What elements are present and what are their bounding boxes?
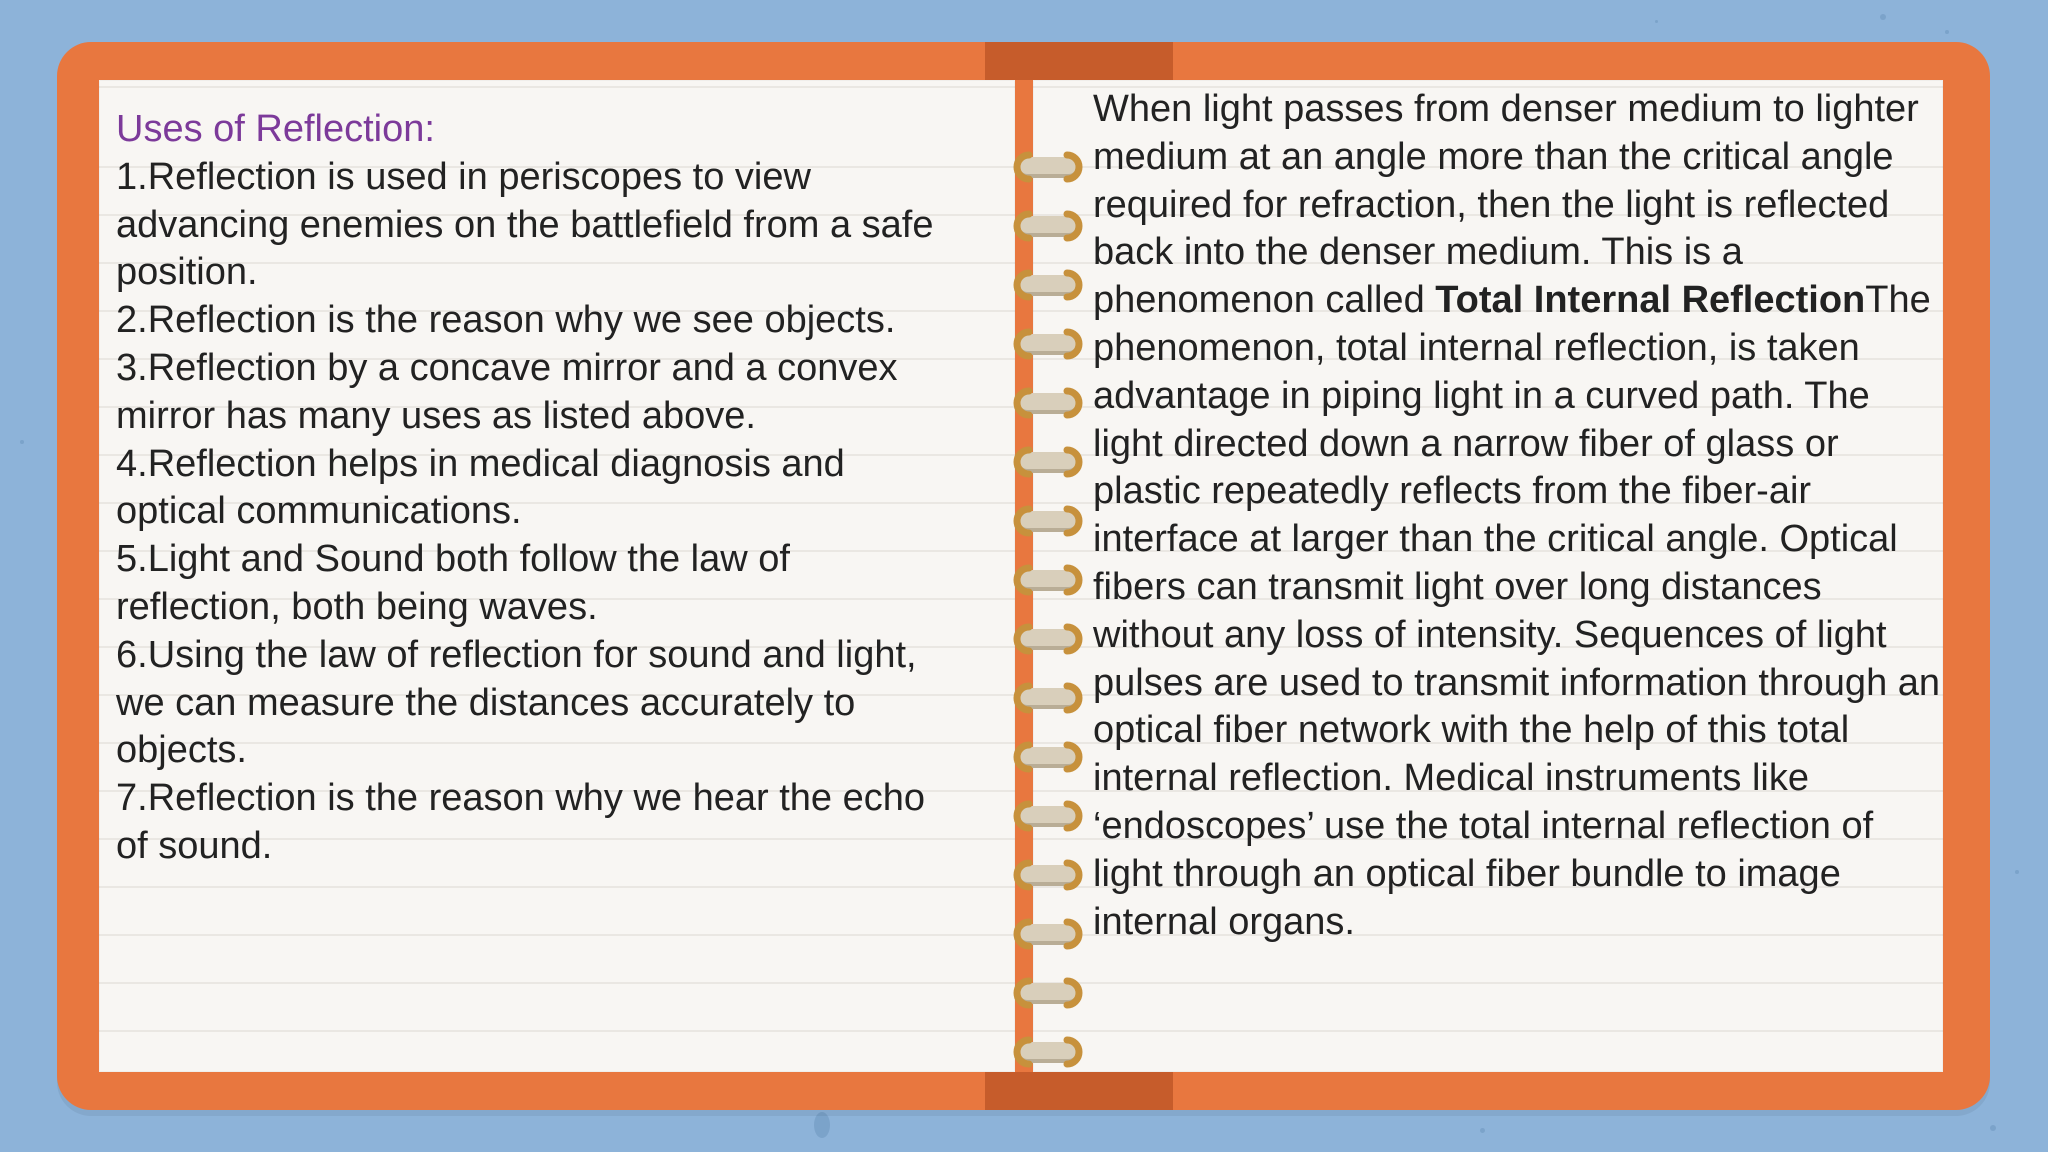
tir-bold-term: Total Internal Reflection <box>1435 279 1866 322</box>
background-speckle <box>814 1112 830 1138</box>
spiral-ring <box>1017 686 1079 710</box>
spiral-ring <box>1017 863 1079 887</box>
spiral-ring <box>1017 155 1079 179</box>
spiral-ring <box>1017 981 1079 1005</box>
spiral-ring <box>1017 745 1079 769</box>
spiral-ring <box>1017 391 1079 415</box>
list-item: 6.Using the law of reflection for sound and light, we can measure the distances accurately to objects. <box>116 633 917 772</box>
tir-body-text: The phenomenon, total internal reflection, is taken advantage in piping light in a curved path. The light directed down a narrow fiber of glass or plastic repeatedly reflects from the fiber-air interface at larger than the critical angle. Optical fibers can transmit light over long distances without any loss of intensity. Sequences of light pulses are used to transmit information through an optical fiber network with the help of this total internal reflection. Medical instruments like ‘endoscopes’ use the total internal reflection of light through an optical fiber bundle to image internal organs. <box>1093 279 1941 943</box>
right-page-text <box>1093 86 1945 946</box>
spiral-ring <box>1017 332 1079 356</box>
tir-intro-text: When light passes from denser medium to lighter medium at an angle more than the critical angle required for refraction, then the light is reflected back into the denser medium. This is a phenomenon called <box>1093 88 1919 322</box>
background-speckle <box>1880 14 1886 20</box>
spiral-binding <box>957 72 1107 1072</box>
left-page-text <box>116 106 946 871</box>
spiral-ring <box>1017 804 1079 828</box>
background-speckle <box>1655 20 1658 23</box>
list-item: 5.Light and Sound both follow the law of reflection, both being waves. <box>116 538 790 628</box>
spiral-ring <box>1017 273 1079 297</box>
background-speckle <box>1990 1125 1996 1131</box>
background-speckle <box>1945 30 1949 34</box>
spiral-ring <box>1017 922 1079 946</box>
spiral-ring <box>1017 1040 1079 1064</box>
notebook-spine-bottom <box>985 1072 1173 1110</box>
spiral-ring <box>1017 568 1079 592</box>
uses-heading: Uses of Reflection: <box>116 108 435 150</box>
list-item: 3.Reflection by a concave mirror and a convex mirror has many uses as listed above. <box>116 346 898 437</box>
list-item: 7.Reflection is the reason why we hear the echo of sound. <box>116 777 926 867</box>
list-item: 4.Reflection helps in medical diagnosis and optical communications. <box>116 442 845 533</box>
list-item: 1.Reflection is used in periscopes to view advancing enemies on the battlefield from a safe position. <box>116 155 934 294</box>
background-speckle <box>1480 1128 1485 1133</box>
list-item: 2.Reflection is the reason why we see objects. <box>116 299 896 342</box>
spiral-ring <box>1017 450 1079 474</box>
spiral-ring <box>1017 509 1079 533</box>
spiral-ring <box>1017 627 1079 651</box>
spiral-ring <box>1017 214 1079 238</box>
background-speckle <box>20 440 24 444</box>
background-speckle <box>2015 870 2019 874</box>
